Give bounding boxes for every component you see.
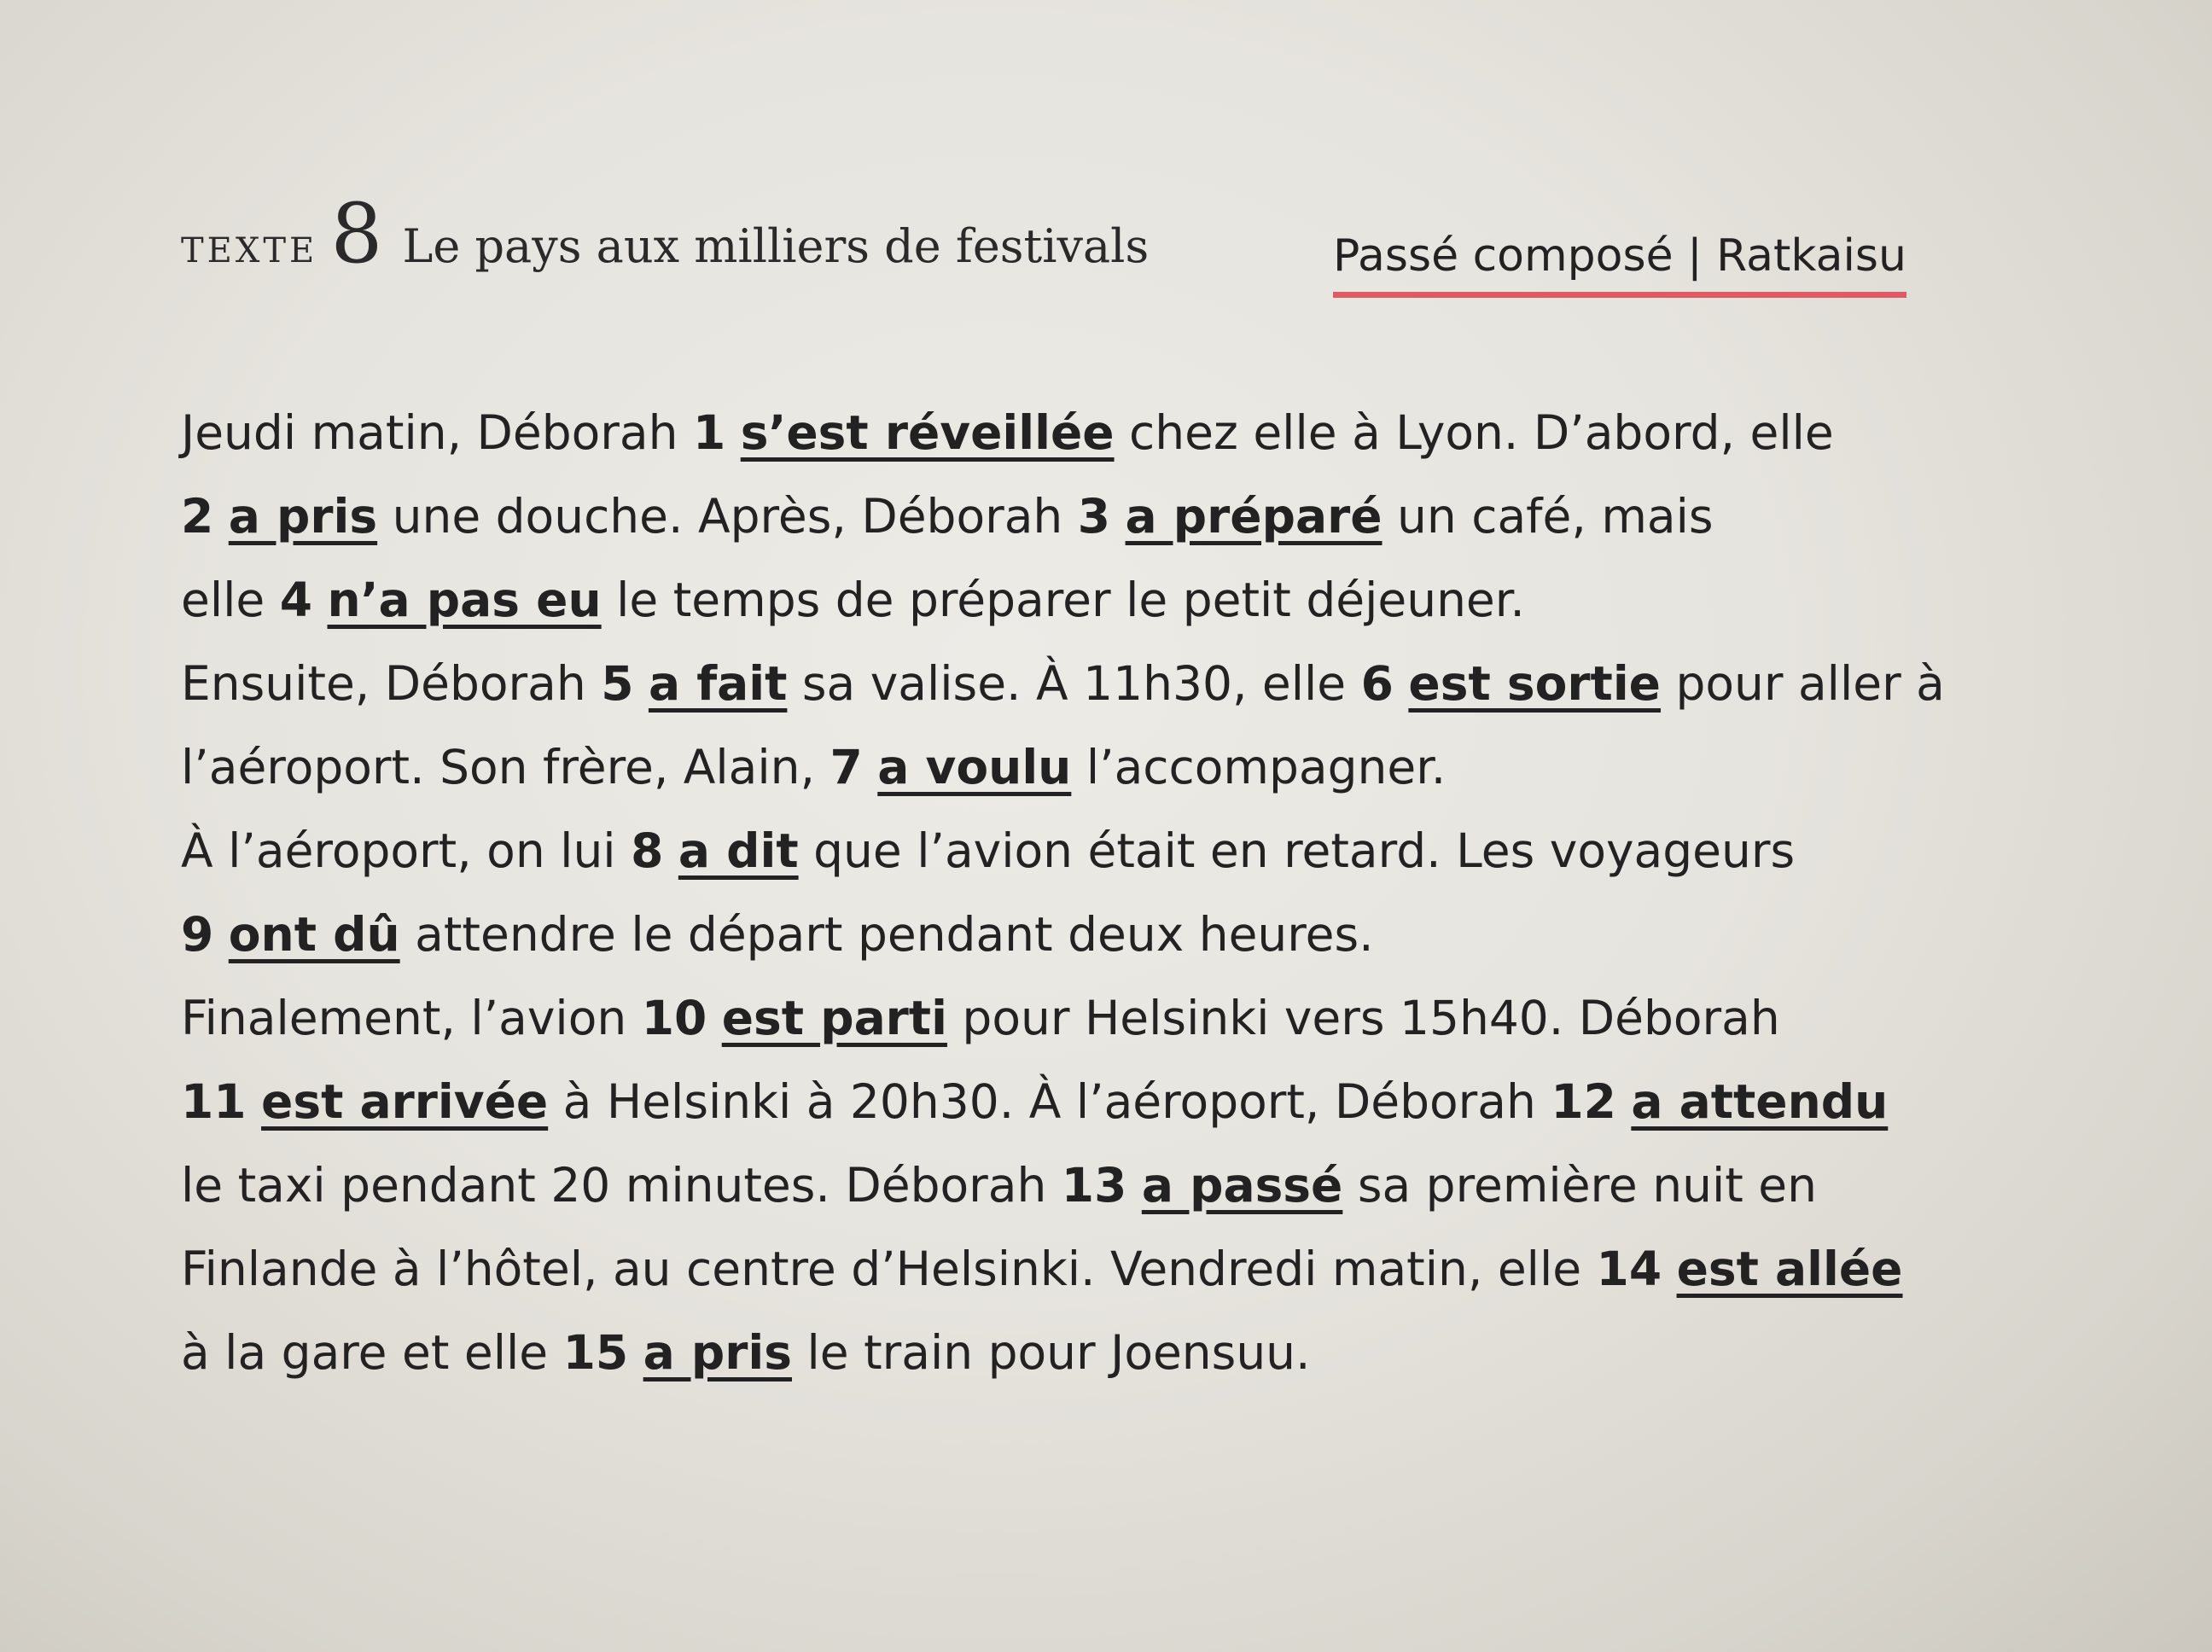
text-segment: Jeudi matin, Déborah [181, 405, 693, 460]
text-segment [707, 991, 721, 1045]
text-segment [633, 656, 648, 711]
text-segment: sa valise. À 11h30, elle [787, 656, 1361, 711]
text-segment [1394, 656, 1408, 711]
text-segment: l’aéroport. Son frère, Alain, [181, 740, 830, 794]
answer-verb: a pris [643, 1325, 792, 1380]
answer-number: 5 [601, 656, 634, 711]
answer-number: 3 [1077, 489, 1111, 544]
text-segment: Finlande à l’hôtel, au centre d’Helsinki. Vendredi matin, elle [181, 1242, 1597, 1296]
answer-verb: a voulu [877, 740, 1072, 794]
answer-verb: a fait [648, 656, 788, 711]
text-line [181, 1227, 1973, 1311]
text-segment [1662, 1242, 1676, 1296]
answer-number: 2 [181, 489, 214, 544]
answer-number: 12 [1551, 1074, 1616, 1129]
text-line [181, 558, 1973, 642]
text-segment: attendre le départ pendant deux heures. [399, 907, 1374, 962]
text-line [181, 1143, 1973, 1227]
answer-number: 4 [279, 573, 313, 627]
text-segment: à la gare et elle [181, 1325, 563, 1380]
text-segment: pour aller à [1660, 656, 1945, 711]
answer-number: 14 [1596, 1242, 1662, 1296]
answer-number: 6 [1360, 656, 1394, 711]
text-segment: une douche. Après, Déborah [377, 489, 1078, 544]
text-segment: un café, mais [1382, 489, 1714, 544]
text-segment: Ensuite, Déborah [181, 656, 602, 711]
answer-number: 15 [562, 1325, 629, 1380]
answer-verb: a dit [678, 823, 799, 878]
section-tag: Passé composé | Ratkaisu [1333, 230, 1906, 298]
text-segment: le taxi pendant 20 minutes. Déborah [181, 1158, 1062, 1213]
text-segment: À l’aéroport, on lui [181, 823, 632, 878]
answer-verb: n’a pas eu [327, 573, 602, 627]
text-line [181, 1060, 1973, 1143]
exercise-heading [181, 186, 1149, 282]
text-segment [628, 1325, 643, 1380]
text-title: Le pays aux milliers de festivals [402, 219, 1150, 273]
exercise-text [181, 391, 1973, 1394]
answer-verb: est arrivée [261, 1074, 549, 1129]
text-line [181, 809, 1973, 893]
text-line [181, 474, 1973, 558]
text-line [181, 893, 1973, 976]
answer-verb: a pris [228, 489, 378, 544]
text-segment: le train pour Joensuu. [792, 1325, 1311, 1380]
text-line [181, 976, 1973, 1060]
answer-verb: a préparé [1125, 489, 1382, 544]
text-line [181, 725, 1973, 809]
text-segment: que l’avion était en retard. Les voyageurs [798, 823, 1796, 878]
text-label: TEXTE [181, 231, 318, 270]
answer-number: 11 [181, 1074, 247, 1129]
text-segment: chez elle à Lyon. D’abord, elle [1114, 405, 1834, 460]
text-line [181, 642, 1973, 725]
answer-number: 10 [641, 991, 707, 1045]
text-segment: l’accompagner. [1071, 740, 1447, 794]
text-segment [725, 405, 740, 460]
answer-number: 8 [631, 823, 664, 878]
answer-verb: est sortie [1408, 656, 1661, 711]
answer-verb: a passé [1141, 1158, 1343, 1213]
text-segment [663, 823, 678, 878]
answer-verb: ont dû [228, 907, 400, 962]
answer-number: 13 [1061, 1158, 1127, 1213]
text-segment: le temps de préparer le petit déjeuner. [601, 573, 1525, 627]
answer-verb: est parti [721, 991, 947, 1045]
text-line [181, 1311, 1973, 1394]
answer-number: 9 [181, 907, 214, 962]
text-segment [1616, 1074, 1631, 1129]
text-segment: Finalement, l’avion [181, 991, 642, 1045]
answer-verb: est allée [1676, 1242, 1903, 1296]
text-segment: à Helsinki à 20h30. À l’aéroport, Déborah [548, 1074, 1551, 1129]
text-segment [213, 489, 228, 544]
text-line [181, 391, 1973, 474]
text-segment [1126, 1158, 1141, 1213]
answer-number: 7 [830, 740, 863, 794]
text-segment [1110, 489, 1125, 544]
text-segment [247, 1074, 261, 1129]
text-segment [213, 907, 228, 962]
text-segment: pour Helsinki vers 15h40. Déborah [946, 991, 1780, 1045]
text-segment [863, 740, 877, 794]
text-segment [312, 573, 327, 627]
text-number: 8 [330, 186, 383, 282]
answer-verb: s’est réveillée [740, 405, 1115, 460]
answer-number: 1 [692, 405, 726, 460]
text-segment: sa première nuit en [1342, 1158, 1817, 1213]
text-segment: elle [181, 573, 280, 627]
answer-verb: a attendu [1631, 1074, 1889, 1129]
